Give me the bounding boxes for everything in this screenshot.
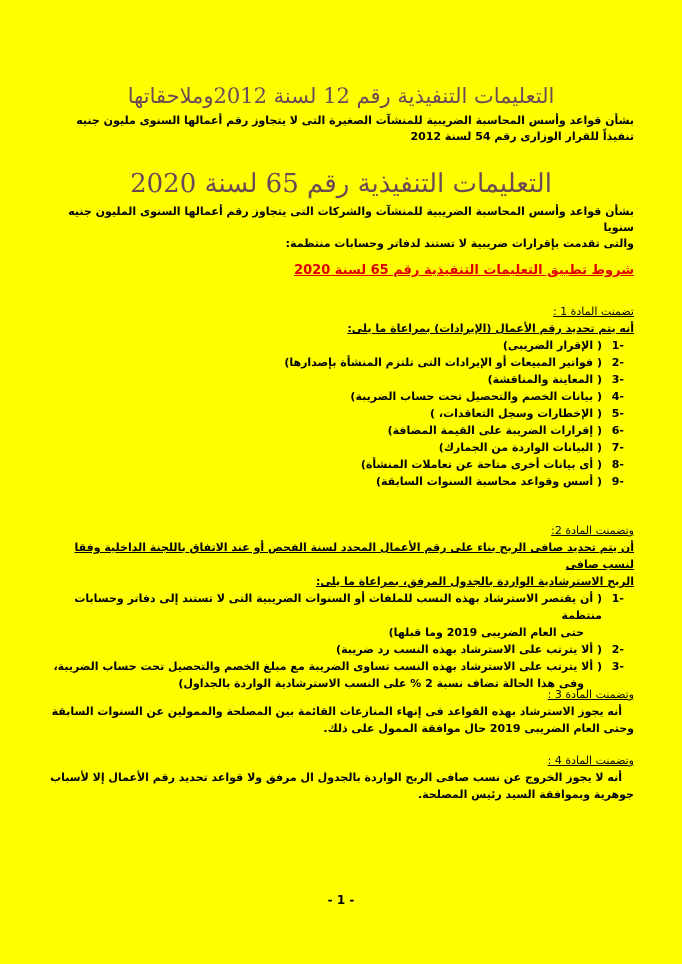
list-item: -3 ( ألا يترتب على الاسترشاد بهذه النسب تساوى الضريبة مع مبلغ الخصم والتحصيل تحت حساب الضريبة، وفى هذا الحالة تضاف نسبة 2 % على النسب الاسترشادية الواردة بالجداول) — [53, 660, 624, 690]
list-item: -2 ( ألا يترتب على الاسترشاد بهذه النسب رد ضريبة) — [336, 643, 624, 656]
article-text: أنه يجوز الاسترشاد بهذه القواعد فى إنهاء المنازعات القائمة بين المصلحة والممولين عن السنوات السابقة — [51, 705, 622, 718]
article-2 — [44, 522, 634, 692]
subtitle-line: تنفيذاً للقرار الوزارى رقم 54 لسنة 2012 — [410, 130, 634, 143]
article-1 — [44, 303, 634, 490]
list-item: -5 ( الإخطارات وسجل التعاقدات، ) — [430, 407, 624, 420]
subtitle-instructions-12 — [48, 113, 634, 145]
title-instructions-65: التعليمات التنفيذية رقم 65 لسنة 2020 — [130, 169, 552, 199]
list-item: -2 ( فواتير المبيعات أو الإيرادات التى تلتزم المنشأة بإصدارها) — [284, 356, 624, 369]
list-item: -7 ( البيانات الواردة من الجمارك) — [438, 441, 624, 454]
article-title: وتضمنت المادة 4 : — [547, 754, 634, 767]
article-1-list — [44, 337, 634, 490]
article-3 — [44, 686, 634, 737]
list-item: -6 ( إقرارات الضريبة على القيمة المضافة) — [387, 424, 624, 437]
section-heading: شروط تطبيق التعليمات التنفيذية رقم 65 لسنة 2020 — [294, 263, 634, 278]
title-instructions-12: التعليمات التنفيذية رقم 12 لسنة 2012وملاحقاتها — [127, 84, 555, 108]
list-item: -9 ( أسس وقواعد محاسبة السنوات السابقة) — [375, 475, 624, 488]
article-lead: أن يتم تحديد صافى الربح بناء على رقم الأعمال المحدد لسنة الفحص أو عند الاتفاق باللجنة الداخلية وفقا لنسب صافى الربح الاسترشادية الواردة بالجدول المرفق، بمراعاة ما يلى: — [74, 541, 634, 588]
subtitle-line: بشأن قواعد وأسس المحاسبة الضريبية للمنشآت الصغيرة التى لا يتجاوز رقم أعمالها السنوى مليون جنيه — [76, 114, 634, 127]
page-number: - 1 - — [327, 893, 355, 907]
article-2-list — [44, 590, 634, 692]
article-lead: أنه يتم تحديد رقم الأعمال (الإيرادات) بمراعاة ما يلى: — [347, 322, 634, 335]
article-text: أنه لا يجوز الخروج عن نسب صافى الربح الواردة بالجدول ال مرفق ولا قواعد تحديد رقم الأعمال إلا لأسباب — [50, 771, 622, 784]
article-title: وتضمنت المادة 2: — [551, 524, 634, 537]
list-item: -4 ( بيانات الخصم والتحصيل تحت حساب الضريبة) — [350, 390, 624, 403]
list-item: -1 ( الإقرار الضريبى) — [502, 339, 624, 352]
article-text: وحتى العام الضريبى 2019 حال موافقة الممول على ذلك. — [323, 722, 634, 735]
article-title: تضمنت المادة 1 : — [552, 305, 634, 318]
article-title: وتضمنت المادة 3 : — [547, 688, 634, 701]
article-text: جوهرية وبموافقة السيد رئيس المصلحة. — [417, 788, 634, 801]
list-item: -1 ( أن يقتصر الاسترشاد بهذه النسب للملفات أو السنوات الضريبية التى لا تستند إلى دفاتر وحسابات منتظمة حتى العام الضريبى 2019 وما قبلها) — [74, 592, 624, 639]
list-item: -8 ( أى بيانات أخرى متاحة عن تعاملات المنشأة) — [360, 458, 624, 471]
subtitle-instructions-65 — [48, 204, 634, 252]
subtitle-line: والتى تقدمت بإقرارات ضريبية لا تستند لدفاتر وحسابات منتظمة: — [285, 237, 634, 250]
article-4 — [44, 752, 634, 803]
subtitle-line: بشأن قواعد وأسس المحاسبة الضريبية للمنشآت والشركات التى يتجاوز رقم أعمالها السنوى المليون جنيه سنويا — [68, 205, 634, 234]
list-item: -3 ( المعاينة والمناقشة) — [487, 373, 624, 386]
